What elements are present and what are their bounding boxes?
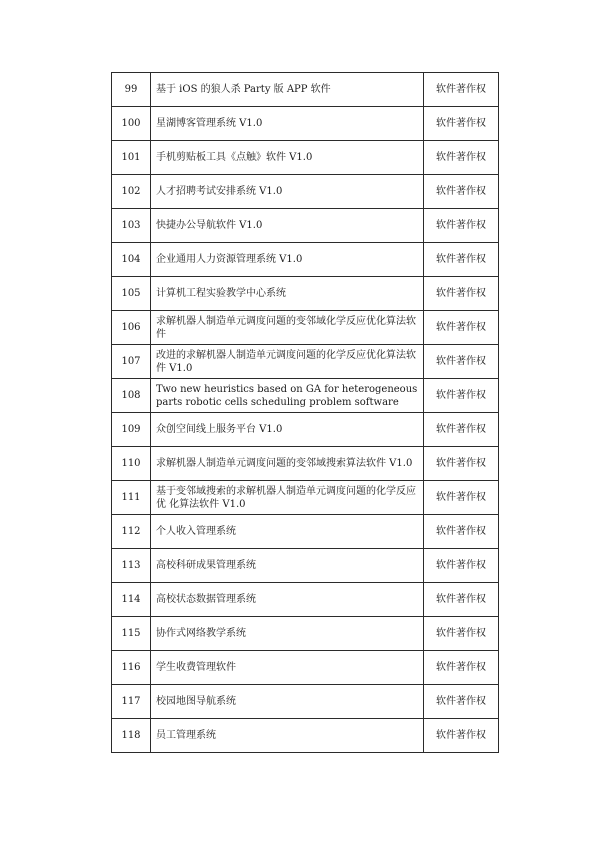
- row-number: 115: [112, 617, 151, 651]
- row-number: 99: [112, 73, 151, 107]
- row-number: 117: [112, 685, 151, 719]
- row-number: 108: [112, 379, 151, 413]
- row-number: 112: [112, 515, 151, 549]
- row-number: 110: [112, 447, 151, 481]
- software-name: 计算机工程实验教学中心系统: [151, 277, 424, 311]
- software-name: 众创空间线上服务平台 V1.0: [151, 413, 424, 447]
- software-name: 基于 iOS 的狼人杀 Party 版 APP 软件: [151, 73, 424, 107]
- software-name: 星湖博客管理系统 V1.0: [151, 107, 424, 141]
- software-name: 人才招聘考试安排系统 V1.0: [151, 175, 424, 209]
- table-row: [112, 345, 499, 379]
- table-row: [112, 515, 499, 549]
- software-name: 企业通用人力资源管理系统 V1.0: [151, 243, 424, 277]
- row-number: 109: [112, 413, 151, 447]
- row-number: 113: [112, 549, 151, 583]
- table-row: [112, 175, 499, 209]
- ip-type: 软件著作权: [424, 413, 499, 447]
- software-name: 求解机器人制造单元调度问题的变邻域化学反应优化算法软件: [151, 311, 424, 345]
- row-number: 105: [112, 277, 151, 311]
- ip-type: 软件著作权: [424, 549, 499, 583]
- table-row: [112, 617, 499, 651]
- table-row: [112, 685, 499, 719]
- table-row: [112, 277, 499, 311]
- row-number: 103: [112, 209, 151, 243]
- software-name: 高校状态数据管理系统: [151, 583, 424, 617]
- software-name: 员工管理系统: [151, 719, 424, 753]
- table-row: [112, 413, 499, 447]
- row-number: 104: [112, 243, 151, 277]
- table-row: [112, 107, 499, 141]
- ip-type: 软件著作权: [424, 719, 499, 753]
- row-number: 100: [112, 107, 151, 141]
- ip-type: 软件著作权: [424, 651, 499, 685]
- software-name: 改进的求解机器人制造单元调度问题的化学反应优化算法软件 V1.0: [151, 345, 424, 379]
- ip-type: 软件著作权: [424, 243, 499, 277]
- row-number: 102: [112, 175, 151, 209]
- ip-type: 软件著作权: [424, 73, 499, 107]
- software-name: 基于变邻域搜索的求解机器人制造单元调度问题的化学反应优 化算法软件 V1.0: [151, 481, 424, 515]
- ip-type: 软件著作权: [424, 141, 499, 175]
- ip-type: 软件著作权: [424, 107, 499, 141]
- software-name: 快捷办公导航软件 V1.0: [151, 209, 424, 243]
- table-row: [112, 583, 499, 617]
- software-name: 手机剪贴板工具《点触》软件 V1.0: [151, 141, 424, 175]
- software-name: 学生收费管理软件: [151, 651, 424, 685]
- table-row: [112, 73, 499, 107]
- ip-type: 软件著作权: [424, 481, 499, 515]
- row-number: 107: [112, 345, 151, 379]
- software-name: Two new heuristics based on GA for heterogeneous parts robotic cells scheduling problem software: [151, 379, 424, 413]
- table-row: [112, 481, 499, 515]
- table-row: [112, 209, 499, 243]
- ip-type: 软件著作权: [424, 311, 499, 345]
- table-row: [112, 141, 499, 175]
- ip-type: 软件著作权: [424, 209, 499, 243]
- table-row: [112, 311, 499, 345]
- software-name: 求解机器人制造单元调度问题的变邻域搜索算法软件 V1.0: [151, 447, 424, 481]
- ip-type: 软件著作权: [424, 617, 499, 651]
- ip-type: 软件著作权: [424, 515, 499, 549]
- ip-type: 软件著作权: [424, 345, 499, 379]
- software-name: 协作式网络教学系统: [151, 617, 424, 651]
- ip-type: 软件著作权: [424, 175, 499, 209]
- ip-type: 软件著作权: [424, 583, 499, 617]
- row-number: 118: [112, 719, 151, 753]
- table-row: [112, 243, 499, 277]
- row-number: 114: [112, 583, 151, 617]
- software-copyright-table: [111, 72, 499, 753]
- row-number: 101: [112, 141, 151, 175]
- table-row: [112, 719, 499, 753]
- software-name: 高校科研成果管理系统: [151, 549, 424, 583]
- ip-type: 软件著作权: [424, 685, 499, 719]
- software-name: 个人收入管理系统: [151, 515, 424, 549]
- software-name: 校园地图导航系统: [151, 685, 424, 719]
- table-row: [112, 549, 499, 583]
- table-row: [112, 651, 499, 685]
- ip-type: 软件著作权: [424, 379, 499, 413]
- ip-type: 软件著作权: [424, 447, 499, 481]
- row-number: 111: [112, 481, 151, 515]
- row-number: 106: [112, 311, 151, 345]
- ip-type: 软件著作权: [424, 277, 499, 311]
- table-row: [112, 447, 499, 481]
- table-row: [112, 379, 499, 413]
- row-number: 116: [112, 651, 151, 685]
